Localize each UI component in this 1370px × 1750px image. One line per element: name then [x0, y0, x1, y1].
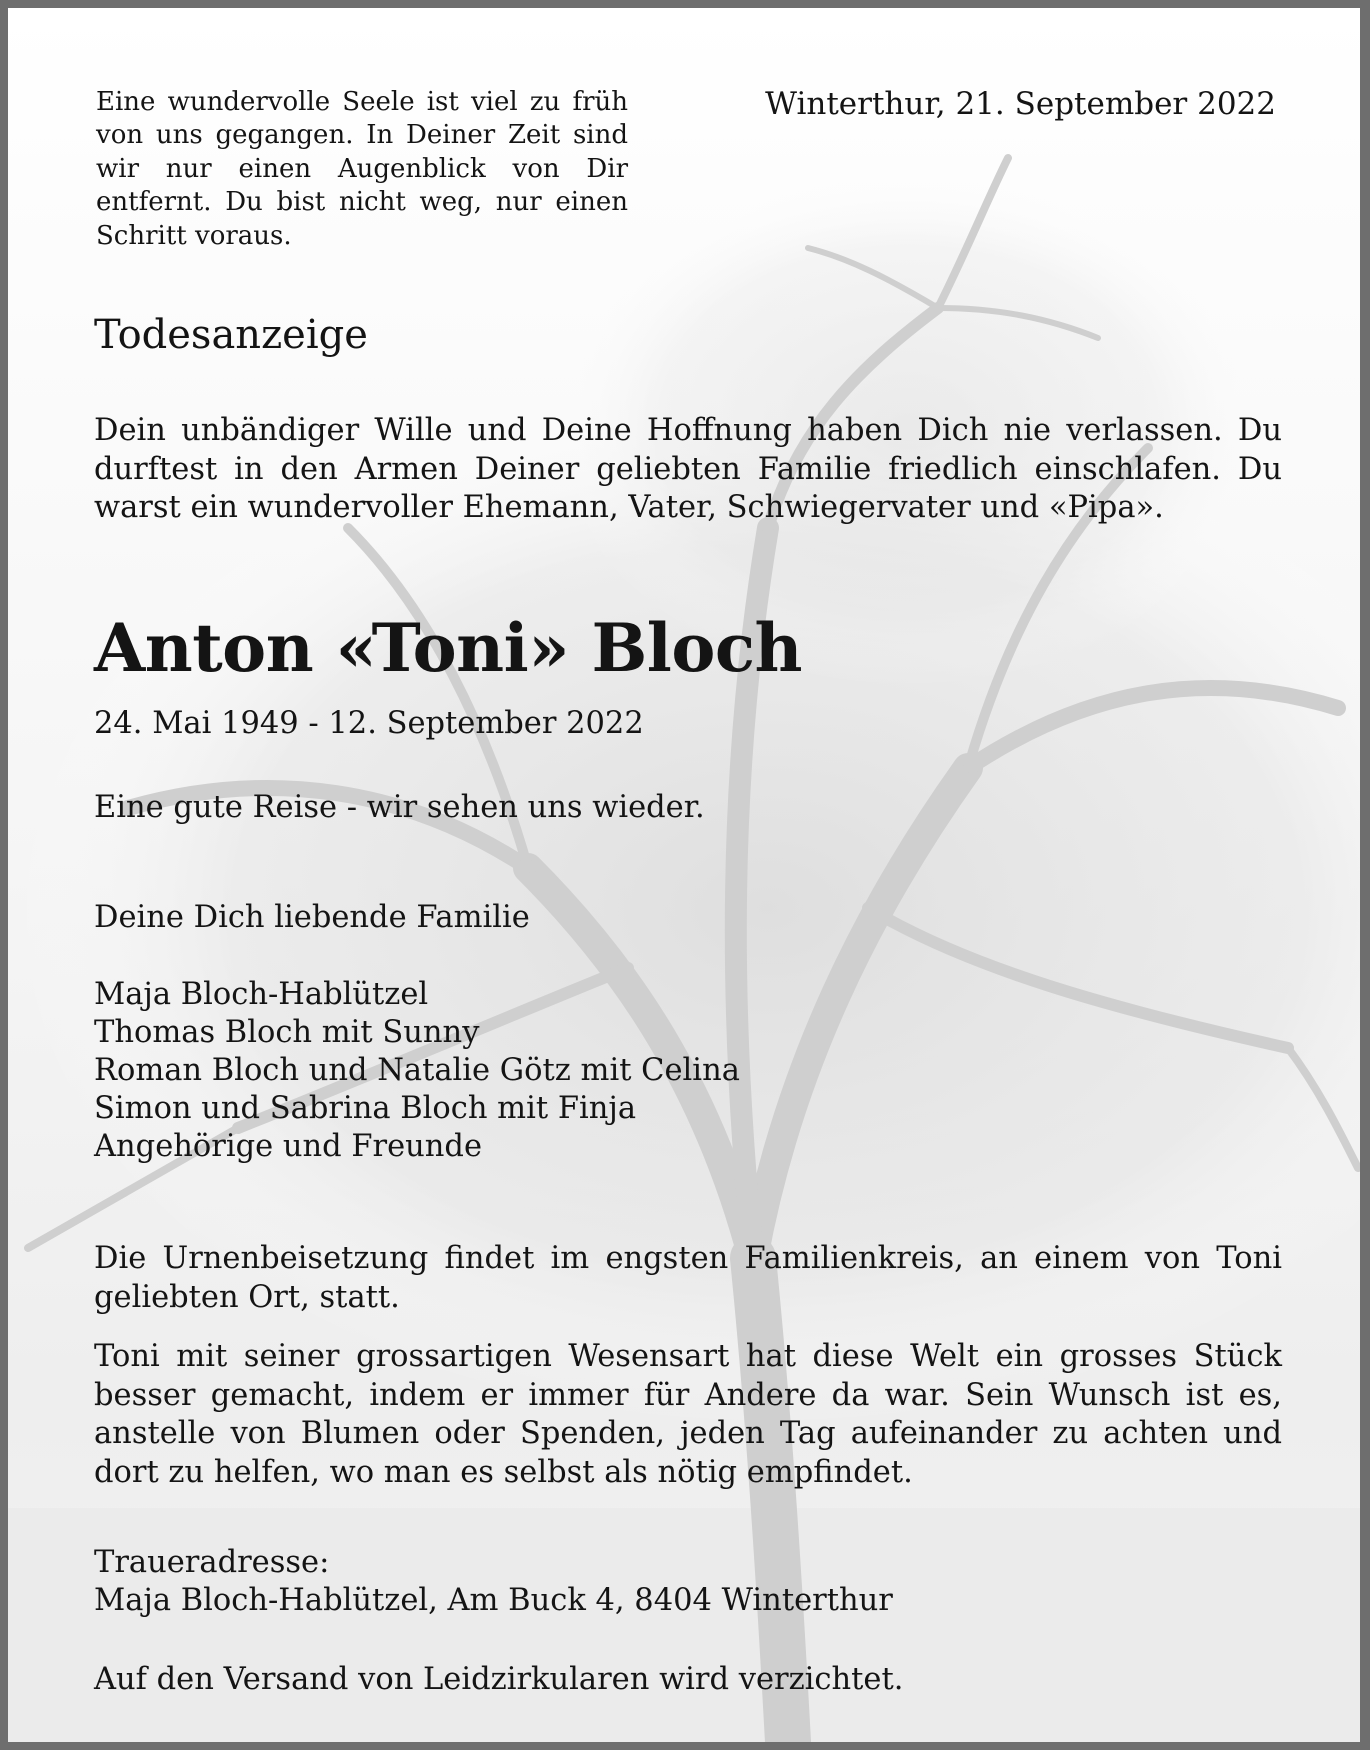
- farewell-line: Eine gute Reise - wir sehen uns wieder.: [94, 790, 705, 825]
- family-heading: Deine Dich liebende Familie: [94, 900, 530, 935]
- poem: Eine wundervolle Seele ist viel zu früh von uns gegangen. In Deiner Zeit sind wir nur einen Augenblick von Dir entfernt. Du bist nicht weg, nur einen Schritt voraus.: [96, 87, 628, 251]
- mourning-address: Maja Bloch-Hablützel, Am Buck 4, 8404 Winterthur: [94, 1583, 893, 1618]
- address-label: Traueradresse:: [94, 1545, 330, 1580]
- family-member: Angehörige und Freunde: [94, 1129, 483, 1164]
- wish-paragraph: Toni mit seiner grossartigen Wesensart hat diese Welt ein grosses Stück besser gemacht, indem er immer für Andere da war. Sein Wunsch ist es, anstelle von Blumen oder Spenden, jeden Tag aufeinander zu achten und dort zu helfen, wo man es selbst als nötig empfindet.: [94, 1339, 1282, 1490]
- deceased-name: Anton «Toni» Bloch: [94, 609, 803, 687]
- burial-paragraph: Die Urnenbeisetzung findet im engsten Familienkreis, an einem von Toni geliebten Ort, statt.: [94, 1241, 1282, 1315]
- intro-paragraph: Dein unbändiger Wille und Deine Hoffnung haben Dich nie verlassen. Du durftest in den Armen Deiner geliebten Familie friedlich einschlafen. Du warst ein wundervoller Ehemann, Vater, Schwiegervater und «Pipa».: [94, 413, 1282, 525]
- place-date: Winterthur, 21. September 2022: [765, 86, 1276, 122]
- life-dates: 24. Mai 1949 - 12. September 2022: [94, 706, 644, 741]
- family-member: Thomas Bloch mit Sunny: [94, 1015, 480, 1050]
- family-member: Roman Bloch und Natalie Götz mit Celina: [94, 1053, 740, 1088]
- family-member-list: [94, 976, 740, 1166]
- family-member: Simon und Sabrina Bloch mit Finja: [94, 1091, 637, 1126]
- notice-heading: Todesanzeige: [94, 312, 368, 358]
- family-member: Maja Bloch-Hablützel: [94, 977, 429, 1012]
- obituary-card: [8, 8, 1360, 1742]
- circular-notice: Auf den Versand von Leidzirkularen wird verzichtet.: [94, 1662, 904, 1697]
